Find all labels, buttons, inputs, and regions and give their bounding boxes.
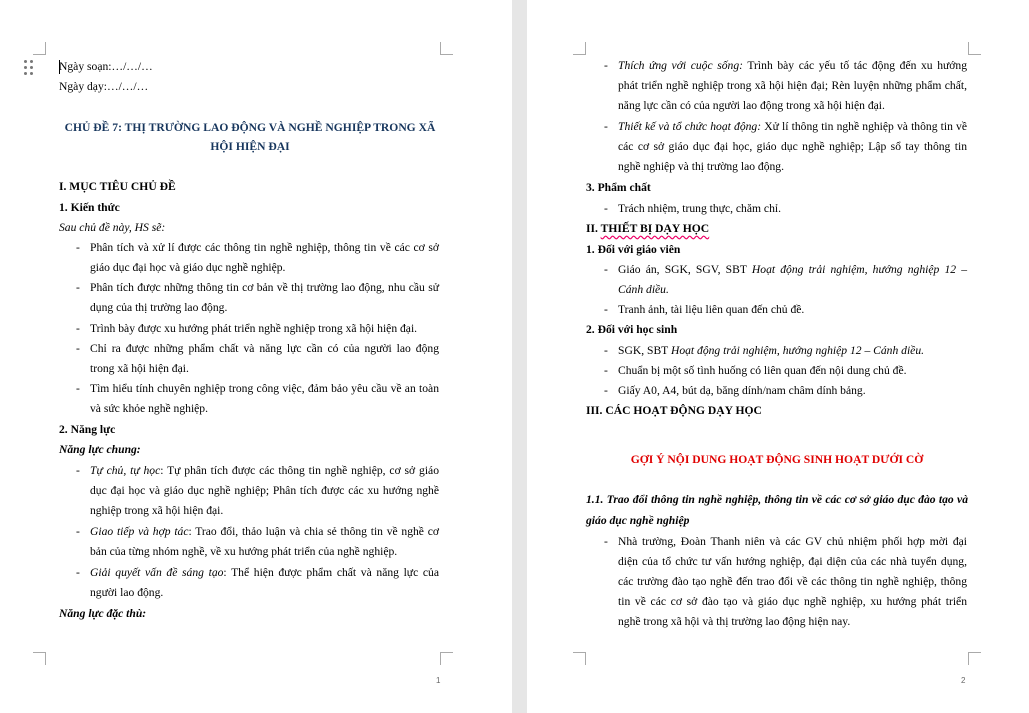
crop-mark xyxy=(968,652,981,665)
date-taught[interactable]: Ngày dạy:…/…/… xyxy=(59,80,149,93)
list-dash: - xyxy=(76,342,80,355)
document-page-1 xyxy=(0,0,512,713)
nl-item-3-line2: người lao động. xyxy=(90,586,164,599)
heading-muc-tieu: I. MỤC TIÊU CHỦ ĐỀ xyxy=(59,180,176,193)
crop-mark xyxy=(440,652,453,665)
heading-kien-thuc: 1. Kiến thức xyxy=(59,201,120,214)
section-1-1-line1: 1.1. Trao đổi thông tin nghề nghiệp, thông tin về các cơ sở giáo dục đào tạo và xyxy=(586,493,968,506)
list-dash: - xyxy=(604,120,608,133)
nl-item-2-desc: : Trao đổi, thảo luận và chia sẻ thông tin về nghề cơ xyxy=(188,525,439,538)
hs-item-1-book: Hoạt động trải nghiệm, hướng nghiệp 12 – Cánh diều. xyxy=(670,344,925,357)
drag-handle-icon[interactable] xyxy=(24,60,36,76)
tu-item-1-term: Thích ứng với cuộc sống: xyxy=(618,59,743,72)
doc-title-line1: CHỦ ĐỀ 7: THỊ TRƯỜNG LAO ĐỘNG VÀ NGHỀ NGHIỆP TRONG XÃ xyxy=(64,121,436,134)
nl-item-3-term: Giải quyết vấn đề sáng tạo xyxy=(90,566,224,579)
list-dash: - xyxy=(604,364,608,377)
heading-hoc-sinh: 2. Đối với học sinh xyxy=(586,323,678,336)
page-number: 2 xyxy=(961,676,966,685)
list-dash: - xyxy=(604,263,608,276)
date-prepared[interactable]: Ngày soạn:…/…/… xyxy=(59,60,153,73)
pc-item-1: Trách nhiệm, trung thực, chăm chỉ. xyxy=(618,202,781,215)
list-dash: - xyxy=(76,241,80,254)
nl-item-2-line2: bản của từng nhóm nghề, về xu hướng phát triển của nghề nghiệp. xyxy=(90,545,398,558)
nl-item-1-desc: : Tự phân tích được các thông tin nghề nghiệp, cơ sở giáo xyxy=(160,464,439,477)
list-dash: - xyxy=(604,202,608,215)
list-dash: - xyxy=(604,535,608,548)
para-line-4: tin về các cơ sở đào tạo và giáo dục nghề nghiệp, xu hướng phát triển xyxy=(618,595,967,608)
gv-item-2: Tranh ảnh, tài liệu liên quan đến chủ đề. xyxy=(618,303,805,316)
crop-mark xyxy=(968,42,981,55)
tu-item-2-line1 xyxy=(618,120,967,134)
list-dash: - xyxy=(76,525,80,538)
list-dash: - xyxy=(76,566,80,579)
list-dash: - xyxy=(604,344,608,357)
list-dash: - xyxy=(76,464,80,477)
kt-item-1-line1: Phân tích và xử lí được các thông tin nghề nghiệp, thông tin về các cơ sở xyxy=(90,241,439,254)
doc-title-line2: HỘI HIỆN ĐẠI xyxy=(210,140,290,153)
nl-item-1-term: Tự chủ, tự học xyxy=(90,464,161,477)
hs-item-3: Giấy A0, A4, bút dạ, băng dính/nam châm dính bảng. xyxy=(618,384,866,397)
hs-item-1-text: SGK, SBT xyxy=(618,344,671,357)
tu-item-1-desc: Trình bày các yếu tố tác động đến xu hướng xyxy=(742,59,968,72)
kt-item-3: Trình bày được xu hướng phát triển nghề nghiệp trong xã hội hiện đại. xyxy=(90,322,418,335)
crop-mark xyxy=(33,652,46,665)
heading-thiet-bi-number: II. xyxy=(586,222,601,235)
tu-item-1-line1 xyxy=(618,59,967,73)
crop-mark xyxy=(573,42,586,55)
kt-item-4-line1: Chỉ ra được những phẩm chất và năng lực cần có của người lao động xyxy=(90,342,439,355)
para-line-2: diện của tổ chức tư vấn hướng nghiệp, đại diện của các nhà tuyển dụng, xyxy=(618,555,967,568)
para-line-5: nghề trong xã hội và thị trường lao động hiện nay. xyxy=(618,615,851,628)
list-dash: - xyxy=(604,384,608,397)
kt-item-1-line2: giáo dục đại học và giáo dục nghề nghiệp. xyxy=(90,261,286,274)
tu-item-2-line2: các cơ sở giáo dục đại học, giáo dục nghề nghiệp; Lập sổ tay thông tin xyxy=(618,140,967,153)
nl-item-1-line2: dục đại học và giáo dục nghề nghiệp; Phân tích được các xu hướng nghề xyxy=(90,484,439,497)
heading-hoat-dong: III. CÁC HOẠT ĐỘNG DẠY HỌC xyxy=(586,404,762,417)
list-dash: - xyxy=(604,303,608,316)
heading-nang-luc-dac-thu: Năng lực đặc thù: xyxy=(59,607,147,620)
page-gap xyxy=(512,0,527,713)
list-dash: - xyxy=(76,382,80,395)
tu-item-2-term: Thiết kế và tổ chức hoạt động: xyxy=(618,120,762,133)
list-dash: - xyxy=(76,281,80,294)
para-line-1: Nhà trường, Đoàn Thanh niên và các GV chủ nhiệm phối hợp mời đại xyxy=(618,535,967,548)
crop-mark xyxy=(33,42,46,55)
tu-item-2-line3: nghề nghiệp và thị trường lao động. xyxy=(618,160,785,173)
crop-mark xyxy=(440,42,453,55)
para-line-3: các trường đào tạo nghề đến trao đổi về các thông tin nghề nghiệp, thông xyxy=(618,575,967,588)
suggestion-heading: GỢI Ý NỘI DUNG HOẠT ĐỘNG SINH HOẠT DƯỚI CỜ xyxy=(630,453,924,466)
heading-thiet-bi xyxy=(586,222,709,236)
kt-item-2-line2: dụng của thị trường lao động. xyxy=(90,301,228,314)
gv-item-1-line2: Cánh diều. xyxy=(618,283,669,296)
nl-item-1-line1 xyxy=(90,464,439,478)
list-dash: - xyxy=(604,59,608,72)
page-number: 1 xyxy=(436,676,441,685)
gv-item-1-book: Hoạt động trải nghiệm, hướng nghiệp 12 – xyxy=(751,263,967,276)
crop-mark xyxy=(573,652,586,665)
tu-item-2-desc: Xử lí thông tin nghề nghiệp và thông tin về xyxy=(761,120,967,133)
heading-nang-luc: 2. Năng lực xyxy=(59,423,116,436)
tu-item-1-line2: phát triển nghề nghiệp trong xã hội hiện đại; Rèn luyện những phẩm chất, xyxy=(618,79,967,92)
heading-pham-chat: 3. Phẩm chất xyxy=(586,181,651,194)
kt-item-5-line2: và sức khỏe nghề nghiệp. xyxy=(90,402,209,415)
document-page-2 xyxy=(527,0,1029,713)
list-dash: - xyxy=(76,322,80,335)
section-1-1-line2: giáo dục nghề nghiệp xyxy=(586,514,690,527)
heading-giao-vien: 1. Đối với giáo viên xyxy=(586,243,681,256)
heading-nang-luc-chung: Năng lực chung: xyxy=(59,443,141,456)
intro-text: Sau chủ đề này, HS sẽ: xyxy=(59,221,166,234)
kt-item-5-line1: Tìm hiểu tính chuyên nghiệp trong công việc, đảm bảo yêu cầu về an toàn xyxy=(90,382,439,395)
nl-item-3-desc: : Thể hiện được phẩm chất và năng lực của xyxy=(223,566,439,579)
gv-item-1-text: Giáo án, SGK, SGV, SBT xyxy=(618,263,752,276)
heading-thiet-bi-text: THIẾT BỊ DẠY HỌC xyxy=(600,222,710,235)
hs-item-2: Chuẩn bị một số tình huống có liên quan đến nội dung chủ đề. xyxy=(618,364,907,377)
gv-item-1-line1 xyxy=(618,263,967,277)
nl-item-2-line1 xyxy=(90,525,439,539)
nl-item-3-line1 xyxy=(90,566,439,580)
nl-item-2-term: Giao tiếp và hợp tác xyxy=(90,525,189,538)
tu-item-1-line3: năng lực cần có của người lao động trong xã hội hiện đại. xyxy=(618,99,885,112)
nl-item-1-line3: nghiệp trong xã hội hiện đại. xyxy=(90,504,224,517)
kt-item-2-line1: Phân tích được những thông tin cơ bản về thị trường lao động, nhu cầu sử xyxy=(90,281,439,294)
kt-item-4-line2: trong xã hội hiện đại. xyxy=(90,362,189,375)
hs-item-1 xyxy=(618,344,924,358)
